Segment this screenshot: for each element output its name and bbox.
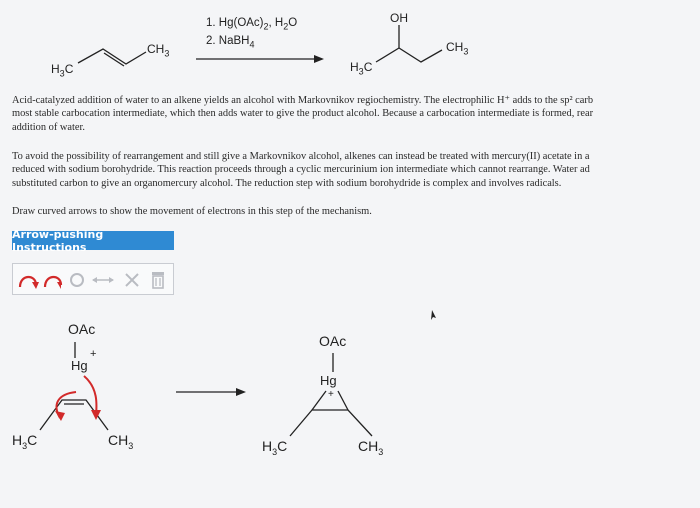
left-hg-label: Hg — [71, 358, 88, 373]
paragraph-line: substituted carbon to give an organomercury alcohol. The reduction step with sodium borohydride is complex and involves radicals. — [12, 177, 562, 189]
paragraph-acid-catalyzed — [12, 94, 700, 134]
clear-icon[interactable] — [121, 267, 143, 293]
product-ch3-label: $CH_3$ — [446, 40, 469, 57]
paragraph-line: To avoid the possibility of rearrangement and still give a Markovnikov alcohol, alkenes can instead be treated with mercury(II) acetate in a — [12, 151, 590, 162]
product-h3c-label: $H_3C$ — [350, 60, 373, 77]
right-hg-label: Hg — [320, 373, 337, 388]
reactant-ch3-label: $CH_3$ — [147, 42, 170, 59]
arrow-pushing-instructions-button[interactable]: Arrow-pushing Instructions — [12, 231, 174, 250]
reactant-h3c-label: $H_3C$ — [51, 62, 74, 79]
right-h3c-label: $H_3C$ — [262, 438, 288, 457]
left-hg-charge: + — [90, 348, 97, 360]
left-oac-label: OAc — [68, 321, 96, 337]
paragraph-line: Draw curved arrows to show the movement of electrons in this step of the mechanism. — [12, 206, 372, 217]
right-hg-charge: + — [328, 389, 334, 400]
left-ch3-label: $CH_3$ — [108, 432, 134, 451]
curved-arrow-one-electron-icon[interactable] — [41, 267, 65, 293]
product-oh-label: OH — [390, 11, 408, 25]
paragraph-line: Acid-catalyzed addition of water to an alkene yields an alcohol with Markovnikov regiochemistry. The electrophilic H⁺ adds to the sp² carb — [12, 95, 594, 106]
right-ch3-label: $CH_3$ — [358, 438, 384, 457]
reaction-condition-step2: 2. NaBH$_4$ — [206, 35, 255, 50]
reaction-arrow-icon[interactable] — [89, 267, 117, 293]
left-h3c-label: $H_3C$ — [12, 432, 38, 451]
eraser-icon[interactable] — [67, 267, 87, 293]
paragraph-line: addition of water. — [12, 121, 86, 133]
reactant-skeleton — [0, 0, 700, 90]
curved-arrow-two-electron-icon[interactable] — [16, 267, 40, 293]
paragraph-oxymercuration — [12, 150, 700, 190]
arrow-toolbar — [12, 263, 174, 295]
mechanism-canvas[interactable] — [0, 300, 700, 508]
paragraph-line: most stable carbocation intermediate, which then adds water to give the product alcohol. Because a carbocation intermediate is formed, rear — [12, 108, 594, 120]
right-oac-label: OAc — [319, 333, 347, 349]
paragraph-line: reduced with sodium borohydride. This reaction proceeds through a cyclic mercurinium ion intermediate which cannot rearrange. Water ad — [12, 164, 590, 176]
trash-icon[interactable] — [146, 267, 170, 293]
paragraph-instruction — [12, 205, 700, 218]
reaction-condition-step1: 1. $Hg(OAc)_2$, $H_2O$ — [206, 17, 298, 32]
